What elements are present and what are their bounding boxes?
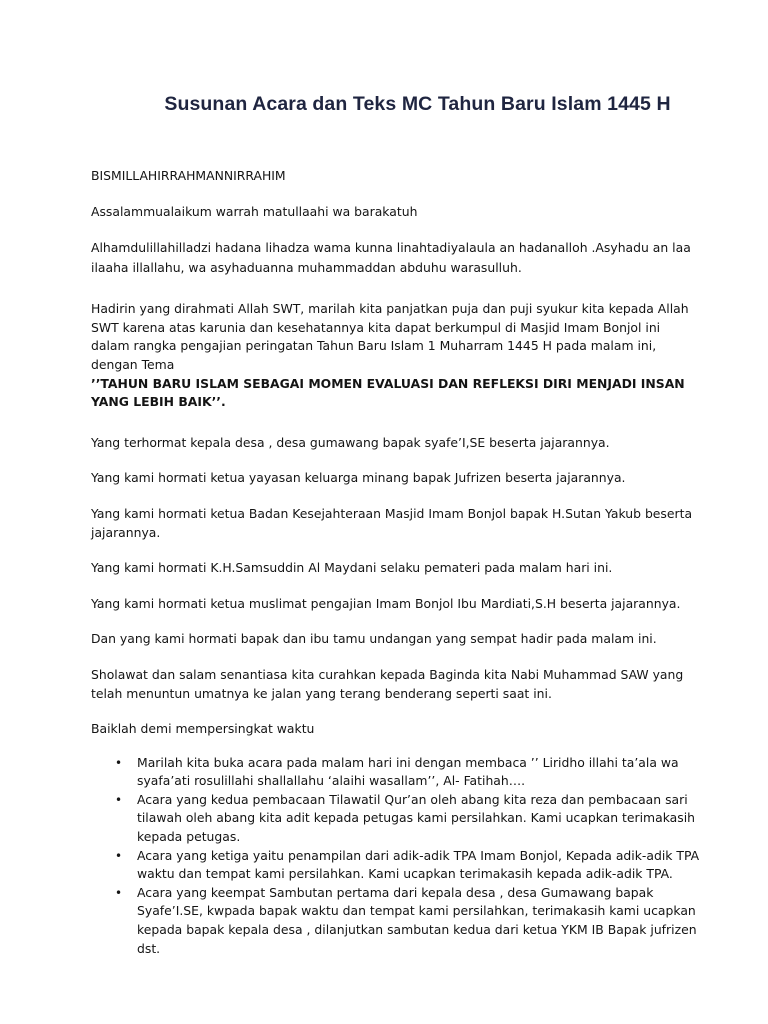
honor-speaker: Yang kami hormati K.H.Samsuddin Al Maydani selaku pemateri pada malam hari ini. xyxy=(91,560,613,576)
list-item xyxy=(91,791,700,847)
document-title: Susunan Acara dan Teks MC Tahun Baru Islam 1445 H xyxy=(164,93,671,115)
bullet-icon: • xyxy=(115,885,123,900)
intro-text: Hadirin yang dirahmati Allah SWT, marilah kita panjatkan puja dan puji syukur kita kepada Allah SWT karena atas karunia dan kesehatannya kita dapat berkumpul di Masjid Imam Bonjol ini dalam rangka pengajian peringatan Tahun Baru Islam 1 Muharram 1445 H pada malam ini, dengan Tema xyxy=(91,301,689,372)
honor-foundation-head: Yang kami hormati ketua yayasan keluarga minang bapak Jufrizen beserta jajarannya. xyxy=(91,470,626,486)
honor-guests: Dan yang kami hormati bapak dan ibu tamu undangan yang sempat hadir pada malam ini. xyxy=(91,631,657,647)
honor-mosque-board: Yang kami hormati ketua Badan Kesejahteraan Masjid Imam Bonjol bapak H.Sutan Yakub beserta jajarannya. xyxy=(91,505,693,540)
honor-village-head: Yang terhormat kepala desa , desa gumawang bapak syafe’I,SE beserta jajarannya. xyxy=(91,434,610,450)
list-item-text: Marilah kita buka acara pada malam hari ini dengan membaca ’’ Liridho illahi ta’ala wa syafa’ati rosulillahi shallallahu ‘alaihi wasallam’’, Al- Fatihah…. xyxy=(137,754,679,789)
sholawat-paragraph: Sholawat dan salam senantiasa kita curahkan kepada Baginda kita Nabi Muhammad SAW yang telah menuntun umatnya ke jalan yang terang benderang seperti saat ini. xyxy=(91,666,684,701)
bullet-icon: • xyxy=(115,755,123,770)
theme-text: ’’TAHUN BARU ISLAM SEBAGAI MOMEN EVALUASI DAN REFLEKSI DIRI MENJADI INSAN YANG LEBIH BAIK’’. xyxy=(91,375,685,410)
transition-text: Baiklah demi mempersingkat waktu xyxy=(91,721,315,737)
honor-muslimat-head: Yang kami hormati ketua muslimat pengajian Imam Bonjol Ibu Mardiati,S.H beserta jajarannya. xyxy=(91,595,681,611)
opening-basmalah: BISMILLAHIRRAHMANNIRRAHIM xyxy=(91,168,286,183)
list-item-text: Acara yang ketiga yaitu penampilan dari adik-adik TPA Imam Bonjol, Kepada adik-adik TPA waktu dan tempat kami persilahkan. Kami ucapkan terimakasih kepada adik-adik TPA. xyxy=(137,847,700,882)
list-item xyxy=(91,754,700,791)
list-item xyxy=(91,884,700,958)
list-item-text: Acara yang keempat Sambutan pertama dari kepala desa , desa Gumawang bapak Syafe’I.SE, kwpada bapak waktu dan tempat kami persilahkan, terimakasih kami ucapkan kepada bapak kepala desa , dilanjutkan sambutan kedua dari ketua YKM IB Bapak jufrizen dst. xyxy=(137,884,697,956)
list-item-text: Acara yang kedua pembacaan Tilawatil Qur’an oleh abang kita reza dan pembacaan sari tilawah oleh abang kita adit kepada petugas kami persilahkan. Kami ucapkan terimakasih kepada petugas. xyxy=(137,791,696,845)
bullet-icon: • xyxy=(115,792,123,807)
bullet-icon: • xyxy=(115,848,123,863)
list-item xyxy=(91,847,700,884)
greeting-salam: Assalammualaikum warrah matullaahi wa barakatuh xyxy=(91,203,418,219)
intro-paragraph xyxy=(91,300,700,412)
opening-hamdalah: Alhamdulillahilladzi hadana lihadza wama kunna linahtadiyalaula an hadanalloh .Asyhadu an laa ilaaha illallahu, wa asyhaduanna muhammaddan abduhu warasulluh. xyxy=(91,240,691,276)
agenda-list xyxy=(91,754,700,959)
